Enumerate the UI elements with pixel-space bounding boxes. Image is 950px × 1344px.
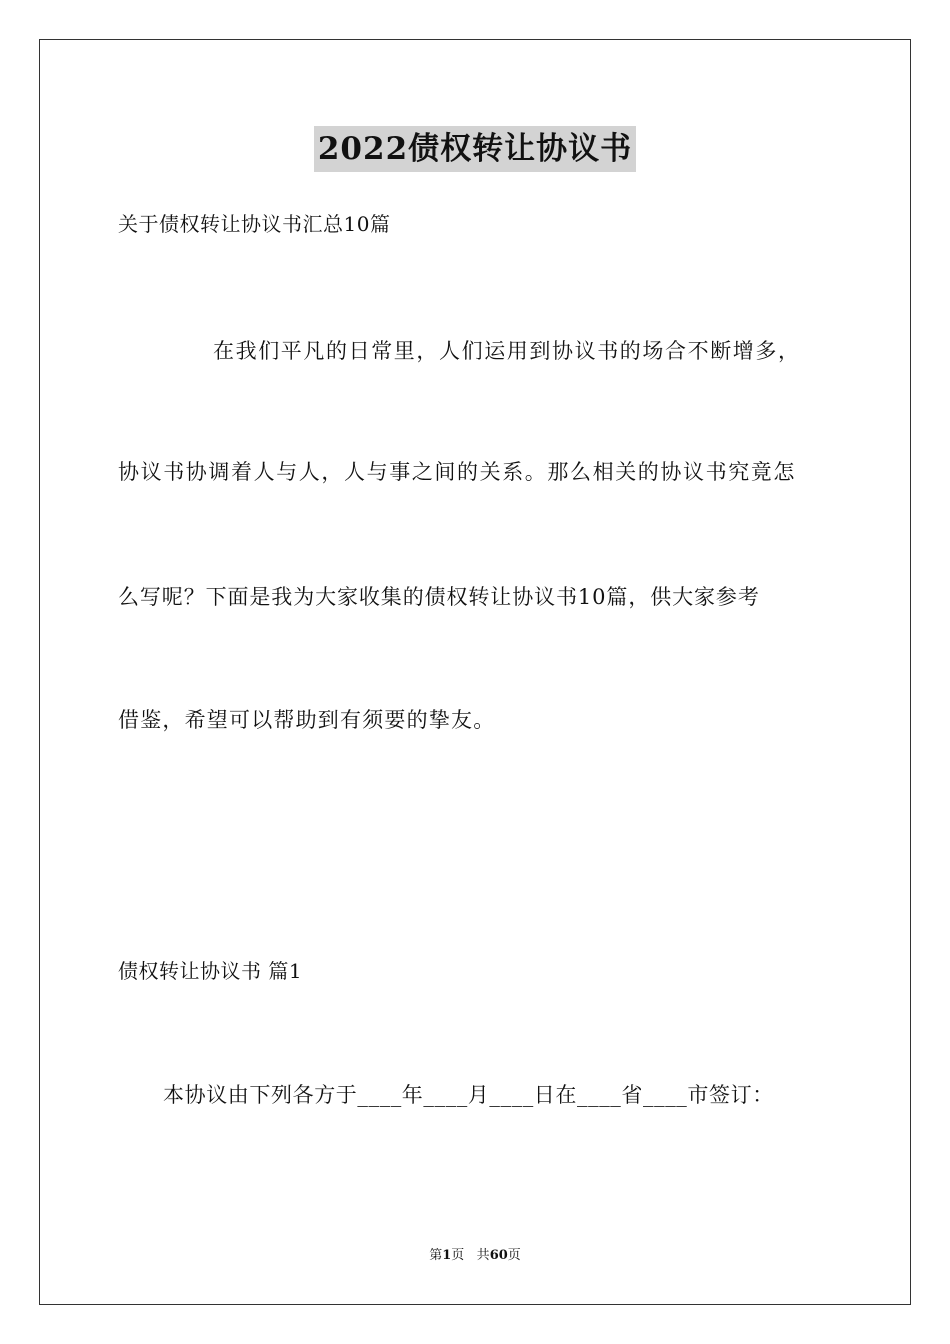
paragraph-line-1: 在我们平凡的日常里，人们运用到协议书的场合不断增多， (213, 339, 801, 363)
agreement-line: 本协议由下列各方于____年____月____日在____省____市签订： (163, 1083, 774, 1107)
page-prefix: 第 (429, 1248, 443, 1263)
paragraph-line-3: 么写呢？下面是我为大家收集的债权转让协议书10篇，供大家参考 (118, 585, 760, 609)
document-title: 2022债权转让协议书 (314, 126, 636, 172)
total-suffix: 页 (507, 1248, 521, 1263)
paragraph-line-2: 协议书协调着人与人，人与事之间的关系。那么相关的协议书究竟怎 (118, 460, 796, 484)
title-container (0, 126, 950, 172)
paragraph-line-4: 借鉴，希望可以帮助到有须要的挚友。 (118, 708, 496, 732)
section-heading: 债权转让协议书 篇1 (118, 959, 303, 983)
page-suffix: 页 (451, 1248, 465, 1263)
page-footer (0, 1248, 950, 1264)
total-prefix: 共 (476, 1248, 490, 1263)
document-subtitle: 关于债权转让协议书汇总10篇 (118, 212, 391, 236)
page-number: 1 (442, 1248, 452, 1263)
total-pages: 60 (489, 1248, 508, 1263)
